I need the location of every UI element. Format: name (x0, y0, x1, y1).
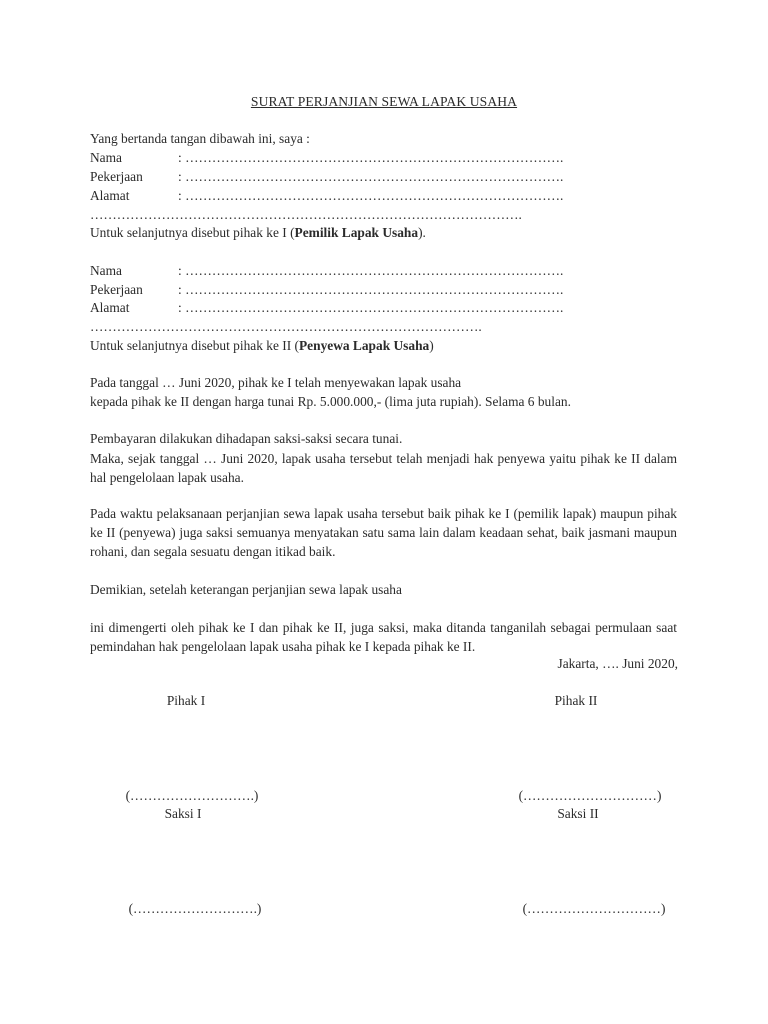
pihak1-label: Pihak I (166, 693, 206, 708)
party1-role-name: Pemilik Lapak Usaha (294, 225, 419, 240)
final-text: ini dimengerti oleh pihak ke I dan pihak ke II, juga saksi, maka ditanda tanganilah sebagai permulaan saat pemindahan hak pengelolaan lapak usaha pihak ke I kepada pihak ke II. (90, 620, 677, 654)
party2-role-line (90, 338, 434, 354)
ownership-text: Maka, sejak tanggal … Juni 2020, lapak usaha tersebut telah menjadi hak penyewa yaitu pihak ke II dalam hal pengelolaan lapak usaha. (90, 451, 677, 485)
party2-address-label: Alamat (90, 300, 130, 315)
saksi1-signature-blank: (……………………….) (128, 901, 262, 916)
rental-date-line-1: Pada tanggal … Juni 2020, pihak ke I telah menyewakan lapak usaha (90, 375, 462, 390)
party1-name-label: Nama (90, 150, 122, 165)
party1-role-prefix: Untuk selanjutnya disebut pihak ke I ( (90, 225, 295, 240)
document-title: SURAT PERJANJIAN SEWA LAPAK USAHA (250, 94, 518, 109)
party2-role-suffix: ) (429, 338, 434, 353)
saksi1-label: Saksi I (164, 806, 202, 821)
closing-line: Demikian, setelah keterangan perjanjian sewa lapak usaha (90, 582, 402, 597)
party1-address-label: Alamat (90, 188, 130, 203)
health-paragraph (90, 505, 677, 561)
intro-text: Yang bertanda tangan dibawah ini, saya : (90, 131, 310, 146)
party1-job-label: Pekerjaan (90, 169, 143, 184)
party1-name-field: : …………………………………………………………………………. (178, 150, 564, 165)
party1-role-suffix: ). (418, 225, 426, 240)
party1-role-line (90, 225, 426, 241)
payment-line: Pembayaran dilakukan dihadapan saksi-saksi secara tunai. (90, 431, 403, 446)
rental-date-line-2: kepada pihak ke II dengan harga tunai Rp. 5.000.000,- (lima juta rupiah). Selama 6 bulan. (90, 394, 571, 409)
saksi2-label: Saksi II (557, 806, 599, 821)
party1-address-field: : …………………………………………………………………………. (178, 188, 564, 203)
party1-job-field: : …………………………………………………………………………. (178, 169, 564, 184)
pihak1-signature-blank: (……………………….) (125, 788, 259, 803)
party2-job-label: Pekerjaan (90, 282, 143, 297)
health-text: Pada waktu pelaksanaan perjanjian sewa lapak usaha tersebut baik pihak ke I (pemilik lapak) maupun pihak ke II (penyewa) juga saksi semuanya menyatakan satu sama lain dalam keadaan sehat, baik jasmani maupun rohani, dan segala sesuatu dengan itikad baik. (90, 506, 677, 559)
party2-name-field: : …………………………………………………………………………. (178, 263, 564, 278)
party2-address-field: : …………………………………………………………………………. (178, 300, 564, 315)
party2-role-name: Penyewa Lapak Usaha (299, 338, 430, 353)
pihak2-label: Pihak II (554, 693, 598, 708)
party1-address-continuation: ……………………………………………………………………………………. (90, 207, 522, 222)
party2-job-field: : …………………………………………………………………………. (178, 282, 564, 297)
pihak2-signature-blank: (…………………………) (518, 788, 662, 803)
final-paragraph (90, 619, 677, 657)
saksi2-signature-blank: (…………………………) (522, 901, 666, 916)
ownership-paragraph (90, 450, 677, 488)
place-date: Jakarta, …. Juni 2020, (557, 656, 678, 671)
party2-role-prefix: Untuk selanjutnya disebut pihak ke II ( (90, 338, 299, 353)
party2-name-label: Nama (90, 263, 122, 278)
party2-address-continuation: ……………………………………………………………………………. (90, 319, 482, 334)
